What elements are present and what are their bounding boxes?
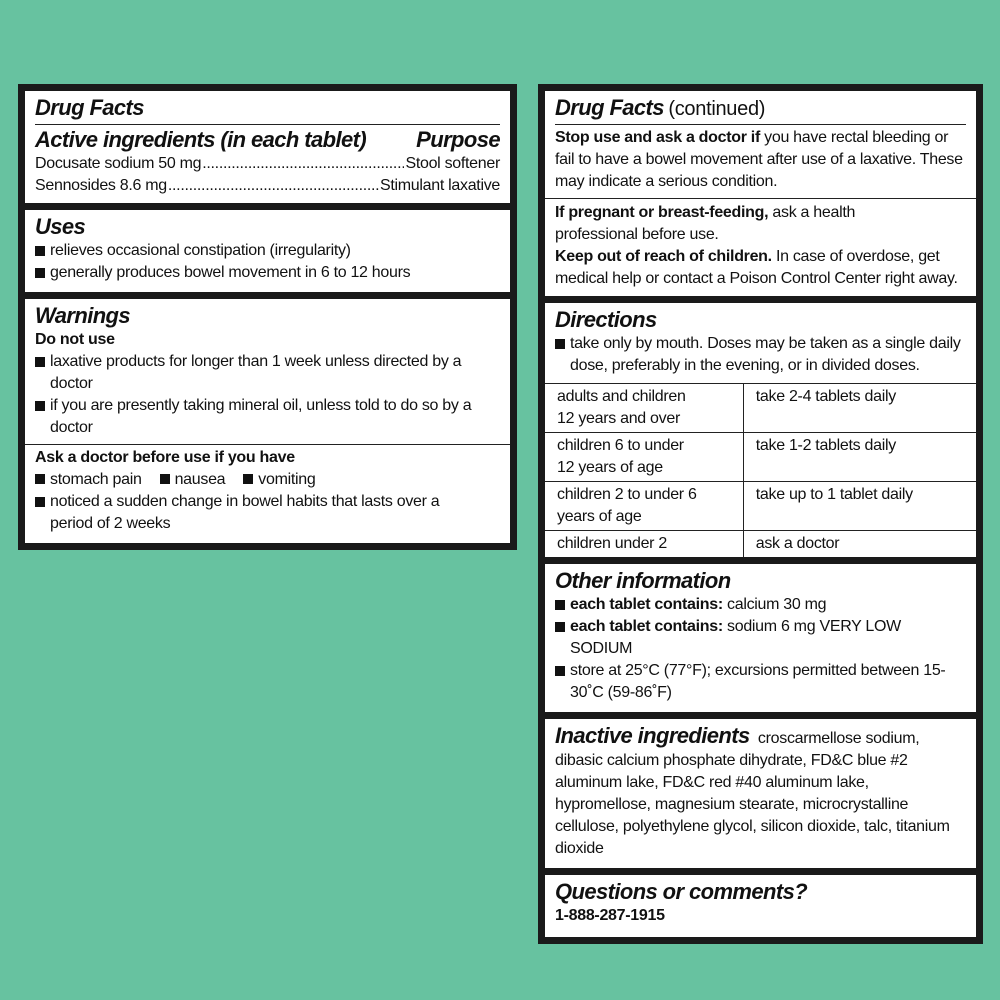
list-item <box>35 262 500 284</box>
other-information-section <box>545 564 976 712</box>
table-cell-who: children 2 to under 6 years of age <box>545 482 743 531</box>
list-item-text: generally produces bowel movement in 6 to 12 hours <box>50 264 411 281</box>
list-item <box>555 616 966 660</box>
divider <box>35 124 500 125</box>
keep-out-label: Keep out of reach of children. <box>555 248 772 265</box>
divider <box>555 124 966 125</box>
ask-doctor-inline-list <box>35 469 500 491</box>
ingredient-row <box>35 153 500 175</box>
list-item <box>35 491 500 535</box>
keep-out-body: In case of overdose, get medical help or contact a Poison Control Center right away. <box>555 248 958 287</box>
list-item <box>35 469 142 491</box>
pregnant-text <box>555 202 966 246</box>
square-bullet-icon <box>555 600 565 610</box>
square-bullet-icon <box>160 474 170 484</box>
list-item-text <box>570 616 966 660</box>
ingredient-row <box>35 175 500 197</box>
list-item-value: sodium 6 mg VERY LOW SODIUM <box>570 618 901 657</box>
square-bullet-icon <box>555 622 565 632</box>
warnings-section <box>25 299 510 543</box>
ingredient-name: Sennosides 8.6 mg <box>35 177 167 194</box>
questions-section <box>545 875 976 937</box>
dosage-table-wrap <box>545 383 976 557</box>
table-cell-dose: take up to 1 tablet daily <box>743 482 976 531</box>
ingredient-purpose: Stimulant laxative <box>380 177 500 194</box>
list-item-text: noticed a sudden change in bowel habits that lasts over a period of 2 weeks <box>50 493 440 532</box>
panel-title-text: Drug Facts <box>555 95 664 120</box>
list-item <box>35 351 500 395</box>
list-item-text: laxative products for longer than 1 week unless directed by a doctor <box>50 353 462 392</box>
directions-heading: Directions <box>555 307 657 332</box>
list-item-text <box>570 594 826 616</box>
inactive-ingredients-section <box>545 719 976 868</box>
table-row <box>545 482 976 531</box>
divider <box>545 198 976 199</box>
square-bullet-icon <box>555 666 565 676</box>
square-bullet-icon <box>35 268 45 278</box>
stop-use-label: Stop use and ask a doctor if <box>555 129 760 146</box>
drug-facts-panel-left <box>18 84 517 550</box>
panel-title <box>555 95 966 121</box>
square-bullet-icon <box>35 357 45 367</box>
active-ingredients-header <box>35 127 500 153</box>
table-cell-who: children 6 to under 12 years of age <box>545 433 743 482</box>
list-item <box>243 469 315 491</box>
list-item <box>35 395 500 439</box>
inactive-ingredients-text <box>555 723 966 860</box>
panel-title: Drug Facts <box>35 95 144 120</box>
questions-heading: Questions or comments? <box>555 879 808 904</box>
table-cell-dose: take 2-4 tablets daily <box>755 388 896 405</box>
square-bullet-icon <box>555 339 565 349</box>
list-item-text: store at 25°C (77°F); excursions permitted between 15-30˚C (59-86˚F) <box>570 662 946 701</box>
table-row <box>545 531 976 558</box>
purpose-heading: Purpose <box>416 127 500 152</box>
list-item-label: each tablet contains: <box>570 596 723 613</box>
square-bullet-icon <box>35 401 45 411</box>
ingredient-name: Docusate sodium 50 mg <box>35 155 202 172</box>
uses-heading: Uses <box>35 214 86 239</box>
pregnant-body: ask a health professional before use. <box>555 204 856 243</box>
table-cell-dose: ask a doctor <box>743 531 976 558</box>
list-item-text: vomiting <box>258 471 316 488</box>
warnings-heading: Warnings <box>35 303 131 328</box>
do-not-use-label: Do not use <box>35 331 115 348</box>
list-item <box>35 240 500 262</box>
directions-section <box>545 303 976 557</box>
other-information-heading: Other information <box>555 568 731 593</box>
dosage-table <box>545 384 976 557</box>
stop-use-text <box>555 127 966 193</box>
stop-use-body: you have rectal bleeding or fail to have a bowel movement after use of a laxative. These may indicate a serious condition. <box>555 129 963 190</box>
table-cell-dose: take 1-2 tablets daily <box>743 433 976 482</box>
keep-out-text <box>555 246 966 290</box>
dot-leader <box>202 153 404 175</box>
panel-title-suffix: (continued) <box>668 98 766 120</box>
list-item-text: take only by mouth. Doses may be taken as a single daily dose, preferably in the evening, or in divided doses. <box>570 335 961 374</box>
list-item-text: stomach pain <box>50 471 142 488</box>
list-item-text: relieves occasional constipation (irregularity) <box>50 242 351 259</box>
list-item-text: nausea <box>174 471 226 488</box>
list-item-text: if you are presently taking mineral oil, unless told to do so by a doctor <box>50 397 472 436</box>
table-row <box>545 384 976 433</box>
list-item <box>555 594 966 616</box>
divider <box>25 444 510 445</box>
list-item-label: each tablet contains: <box>570 618 723 635</box>
uses-section <box>25 210 510 292</box>
inactive-ingredients-heading: Inactive ingredients <box>555 723 750 748</box>
square-bullet-icon <box>35 246 45 256</box>
active-ingredients-heading: Active ingredients (in each tablet) <box>35 127 367 152</box>
active-ingredients-section <box>25 91 510 203</box>
square-bullet-icon <box>35 474 45 484</box>
table-row <box>545 433 976 482</box>
dot-leader <box>168 175 379 197</box>
list-item-value: calcium 30 mg <box>727 596 827 613</box>
table-cell-who: children under 2 <box>545 531 743 558</box>
table-cell-who: adults and children 12 years and over <box>545 384 743 433</box>
stop-use-section <box>545 91 976 296</box>
pregnant-label: If pregnant or breast-feeding, <box>555 204 769 221</box>
ask-doctor-label: Ask a doctor before use if you have <box>35 449 295 466</box>
phone-number: 1-888-287-1915 <box>555 907 665 924</box>
ingredient-purpose: Stool softener <box>405 155 500 172</box>
square-bullet-icon <box>243 474 253 484</box>
list-item <box>555 333 966 377</box>
list-item <box>160 469 226 491</box>
list-item <box>555 660 966 704</box>
square-bullet-icon <box>35 497 45 507</box>
inactive-ingredients-list: croscarmellose sodium, dibasic calcium phosphate dihydrate, FD&C blue #2 aluminum lake, FD&C red #40 aluminum lake, hypromellose, magnesium stearate, microcrystalline cellulose, polyethylene glycol, silicon dioxide, talc, titanium dioxide <box>555 730 950 857</box>
drug-facts-panel-right <box>538 84 983 944</box>
